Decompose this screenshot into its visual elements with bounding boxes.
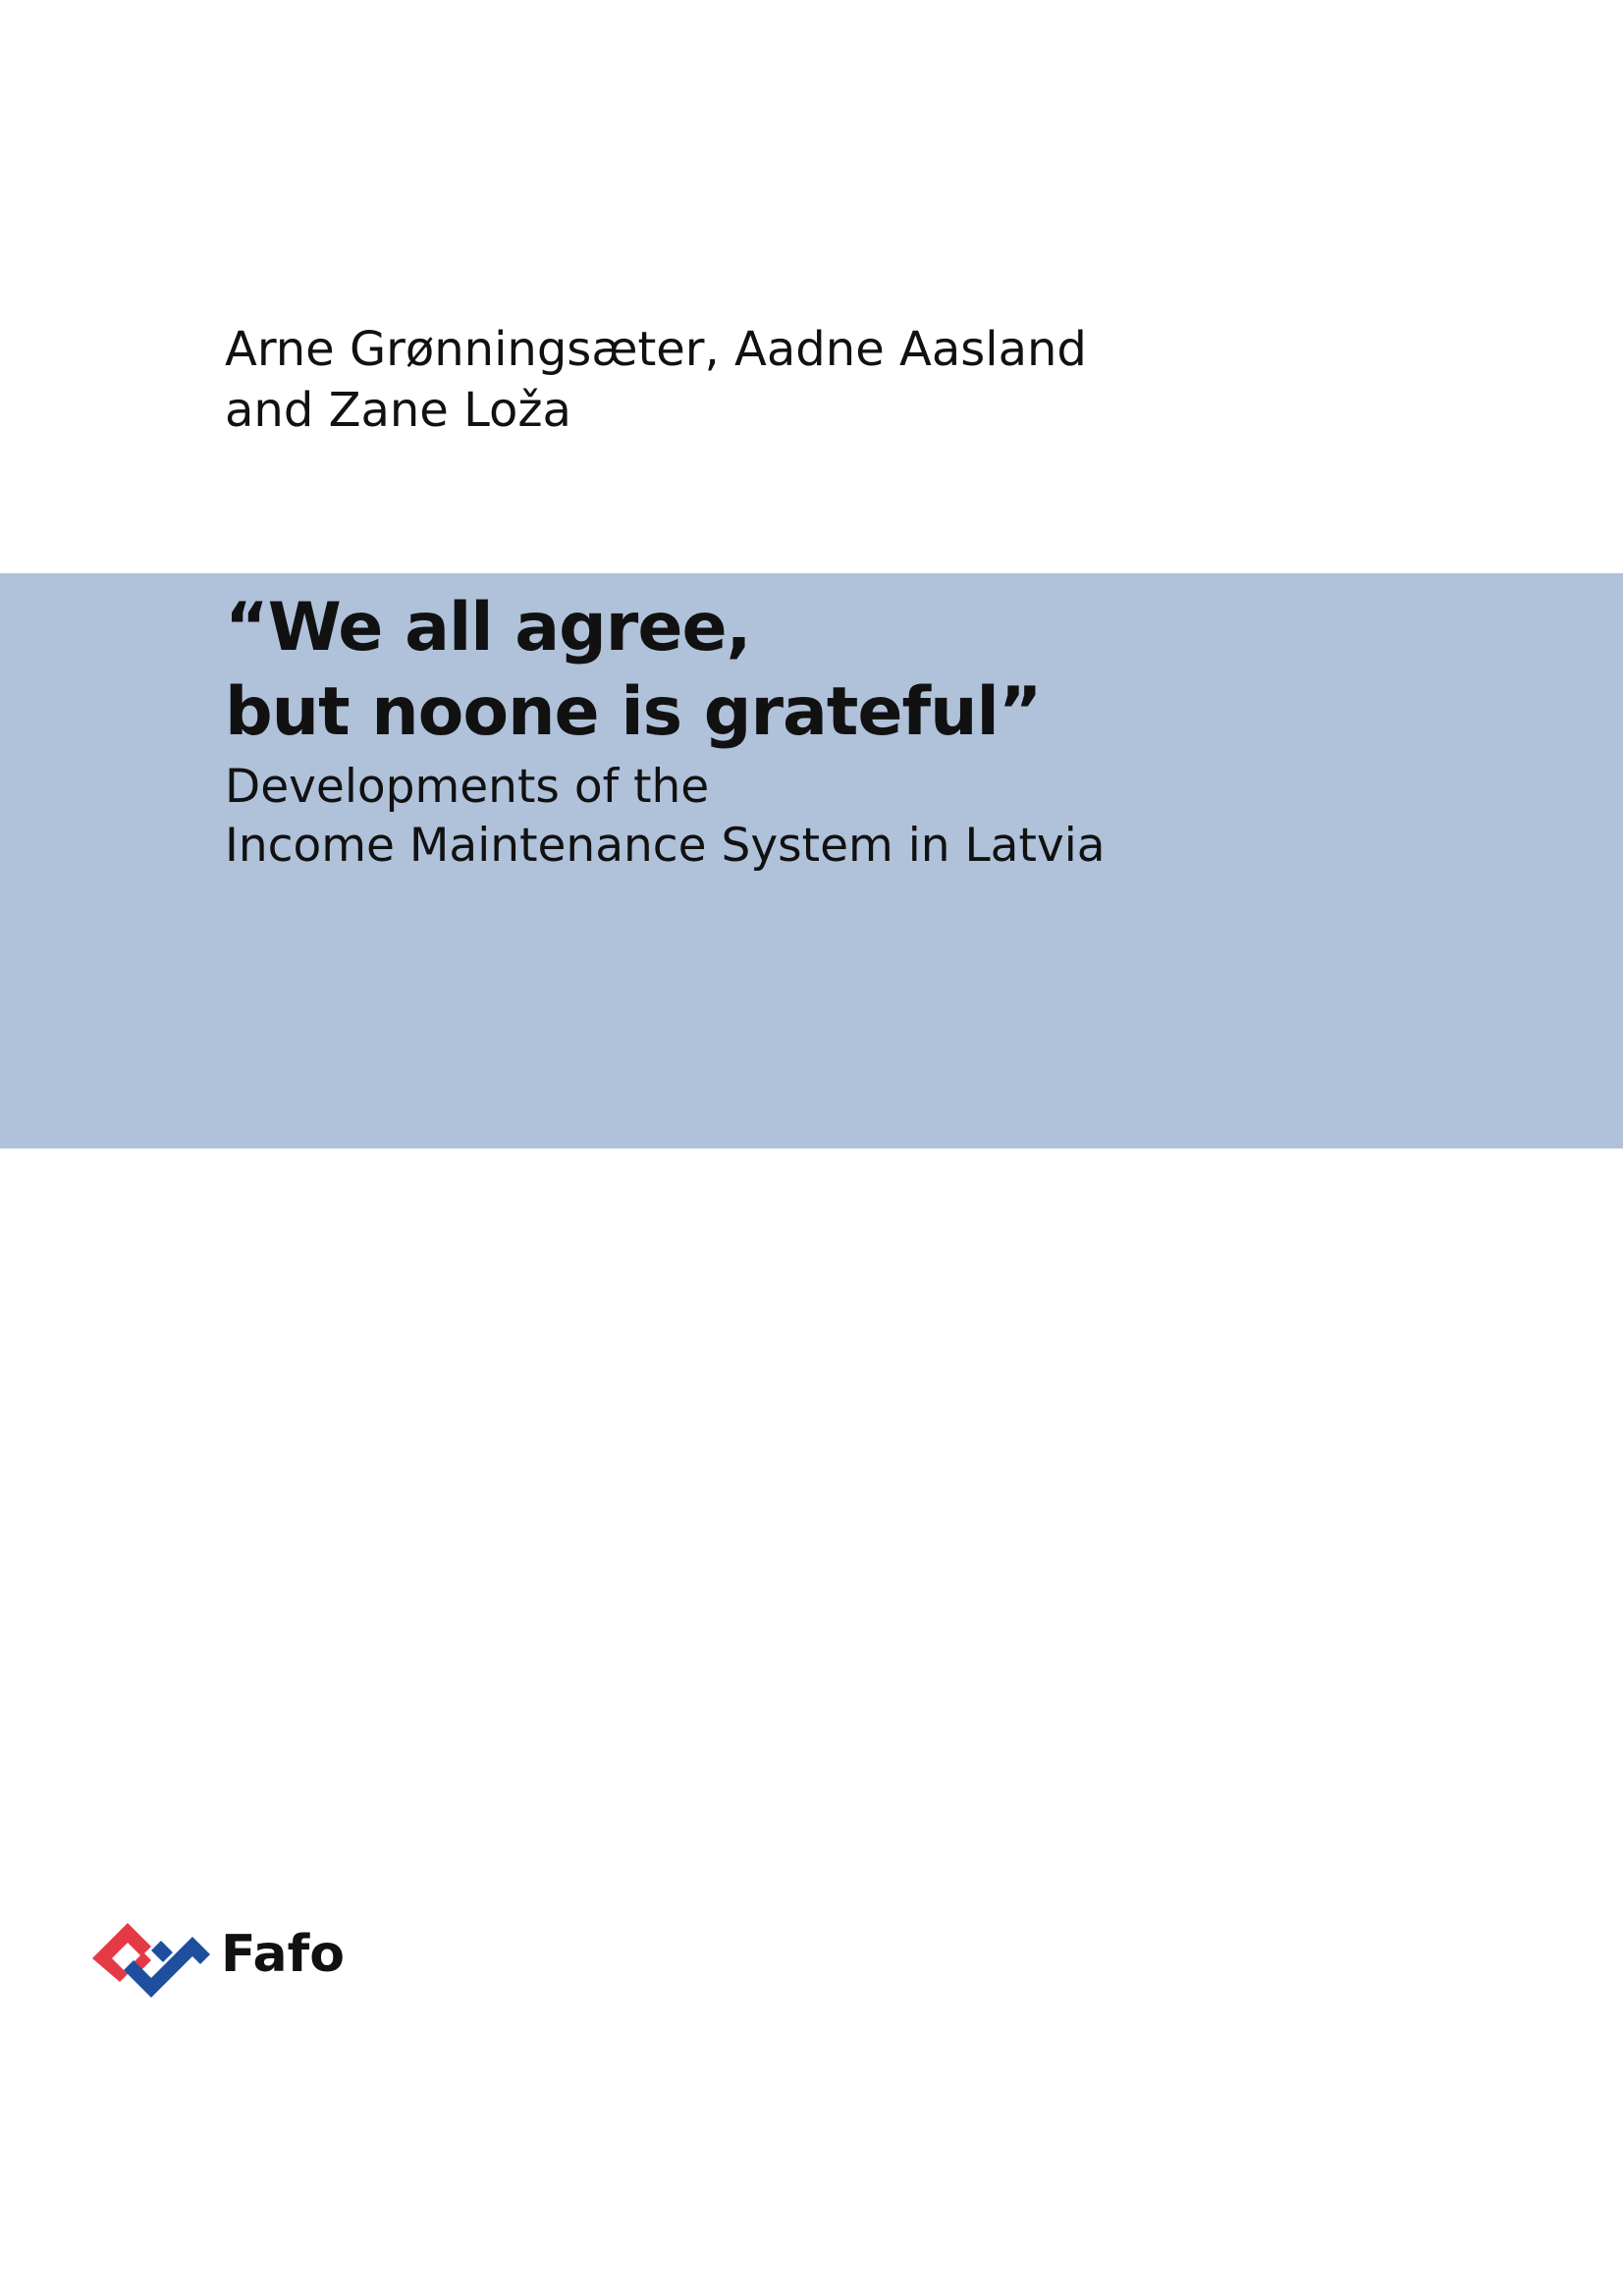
title-line-1: “We all agree, [225,589,751,667]
publisher-name: Fafo [221,1925,345,1984]
report-subtitle [225,758,1106,876]
authors [225,319,1087,441]
fafo-logo-icon [90,1918,212,2001]
logo-blue-accent [151,1941,173,1962]
subtitle-line-2: Income Maintenance System in Latvia [225,819,1106,873]
publisher-logo [90,1918,365,2001]
report-title [225,586,1042,755]
title-line-2: but noone is grateful” [225,673,1042,751]
authors-line-2: and Zane Loža [225,383,571,438]
subtitle-line-1: Developments of the [225,760,710,814]
authors-line-1: Arne Grønningsæter, Aadne Aasland [225,322,1087,377]
